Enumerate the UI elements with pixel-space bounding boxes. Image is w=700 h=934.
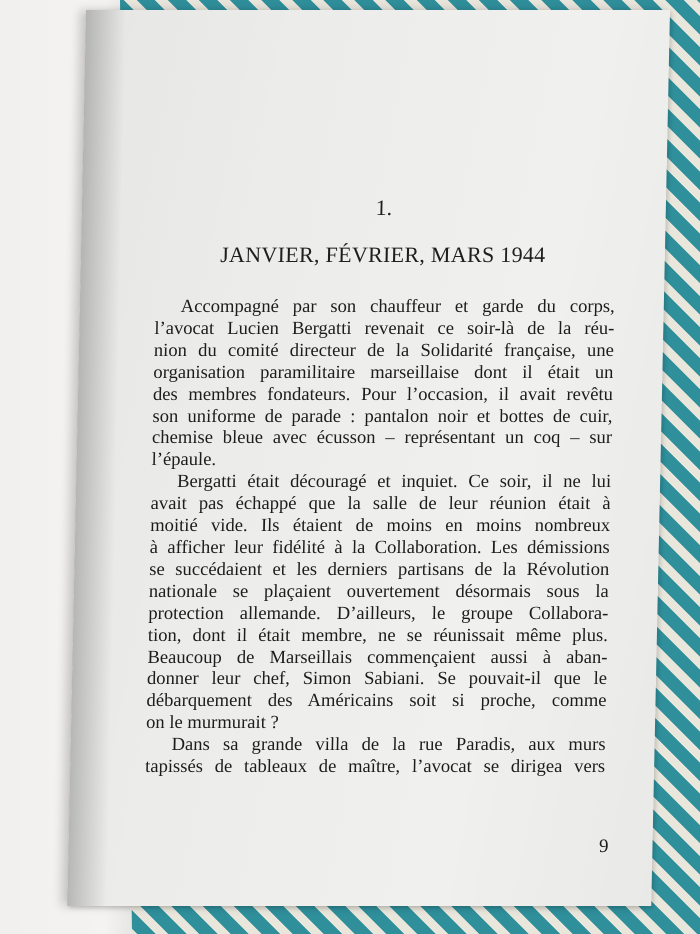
text-line: nationale se plaçaient ouvertement désormais sous la: [148, 580, 610, 602]
text-line: donner leur chef, Simon Sabiani. Se pouvait-il que le: [146, 668, 608, 690]
text-line: tion, dont il était membre, ne se réunissait même plus.: [147, 624, 609, 646]
body-text: [145, 296, 615, 778]
text-line: moitié vide. Ils étaient de moins en moins nombreux: [149, 515, 611, 537]
text-line: avait pas échappé que la salle de leur réunion était à: [150, 493, 611, 515]
text-line: on le murmurait ?: [145, 712, 279, 734]
text-line: son uniforme de parade : pantalon noir et bottes de cuir,: [152, 405, 613, 427]
text-line: organisation paramilitaire marseillaise dont il était un: [153, 361, 614, 383]
text-line: Bergatti était découragé et inquiet. Ce soir, il ne lui: [176, 471, 612, 493]
text-line: Dans sa grande villa de la rue Paradis, aux murs: [171, 734, 606, 756]
book-page: [67, 10, 670, 906]
text-line: Accompagné par son chauffeur et garde du corps,: [180, 296, 616, 317]
text-line: l’avocat Lucien Bergatti revenait ce soir-là de la réu-: [154, 317, 615, 339]
text-line: à afficher leur fidélité à la Collaboration. Les démissions: [149, 536, 610, 558]
text-line: des membres fondateurs. Pour l’occasion, il avait revêtu: [152, 383, 614, 405]
text-line: débarquement des Américains soit si proche, comme: [146, 690, 607, 712]
text-line: chemise bleue avec écusson – représentant un coq – sur: [151, 427, 613, 449]
text-line: nion du comité directeur de la Solidarité française, une: [153, 339, 615, 361]
chapter-title: JANVIER, FÉVRIER, MARS 1944: [219, 242, 546, 267]
text-line: se succédaient et les derniers partisans de la Révolution: [149, 558, 610, 580]
text-line: Beaucoup de Marseillais commençaient aussi à aban-: [147, 646, 608, 668]
text-line: protection allemande. D’ailleurs, le groupe Collabora-: [148, 602, 609, 624]
page-number: 9: [598, 836, 609, 857]
chapter-number: 1.: [375, 195, 393, 220]
text-line: l’épaule.: [151, 449, 217, 471]
text-line: tapissés de tableaux de maître, l’avocat se dirigea vers: [144, 756, 606, 778]
